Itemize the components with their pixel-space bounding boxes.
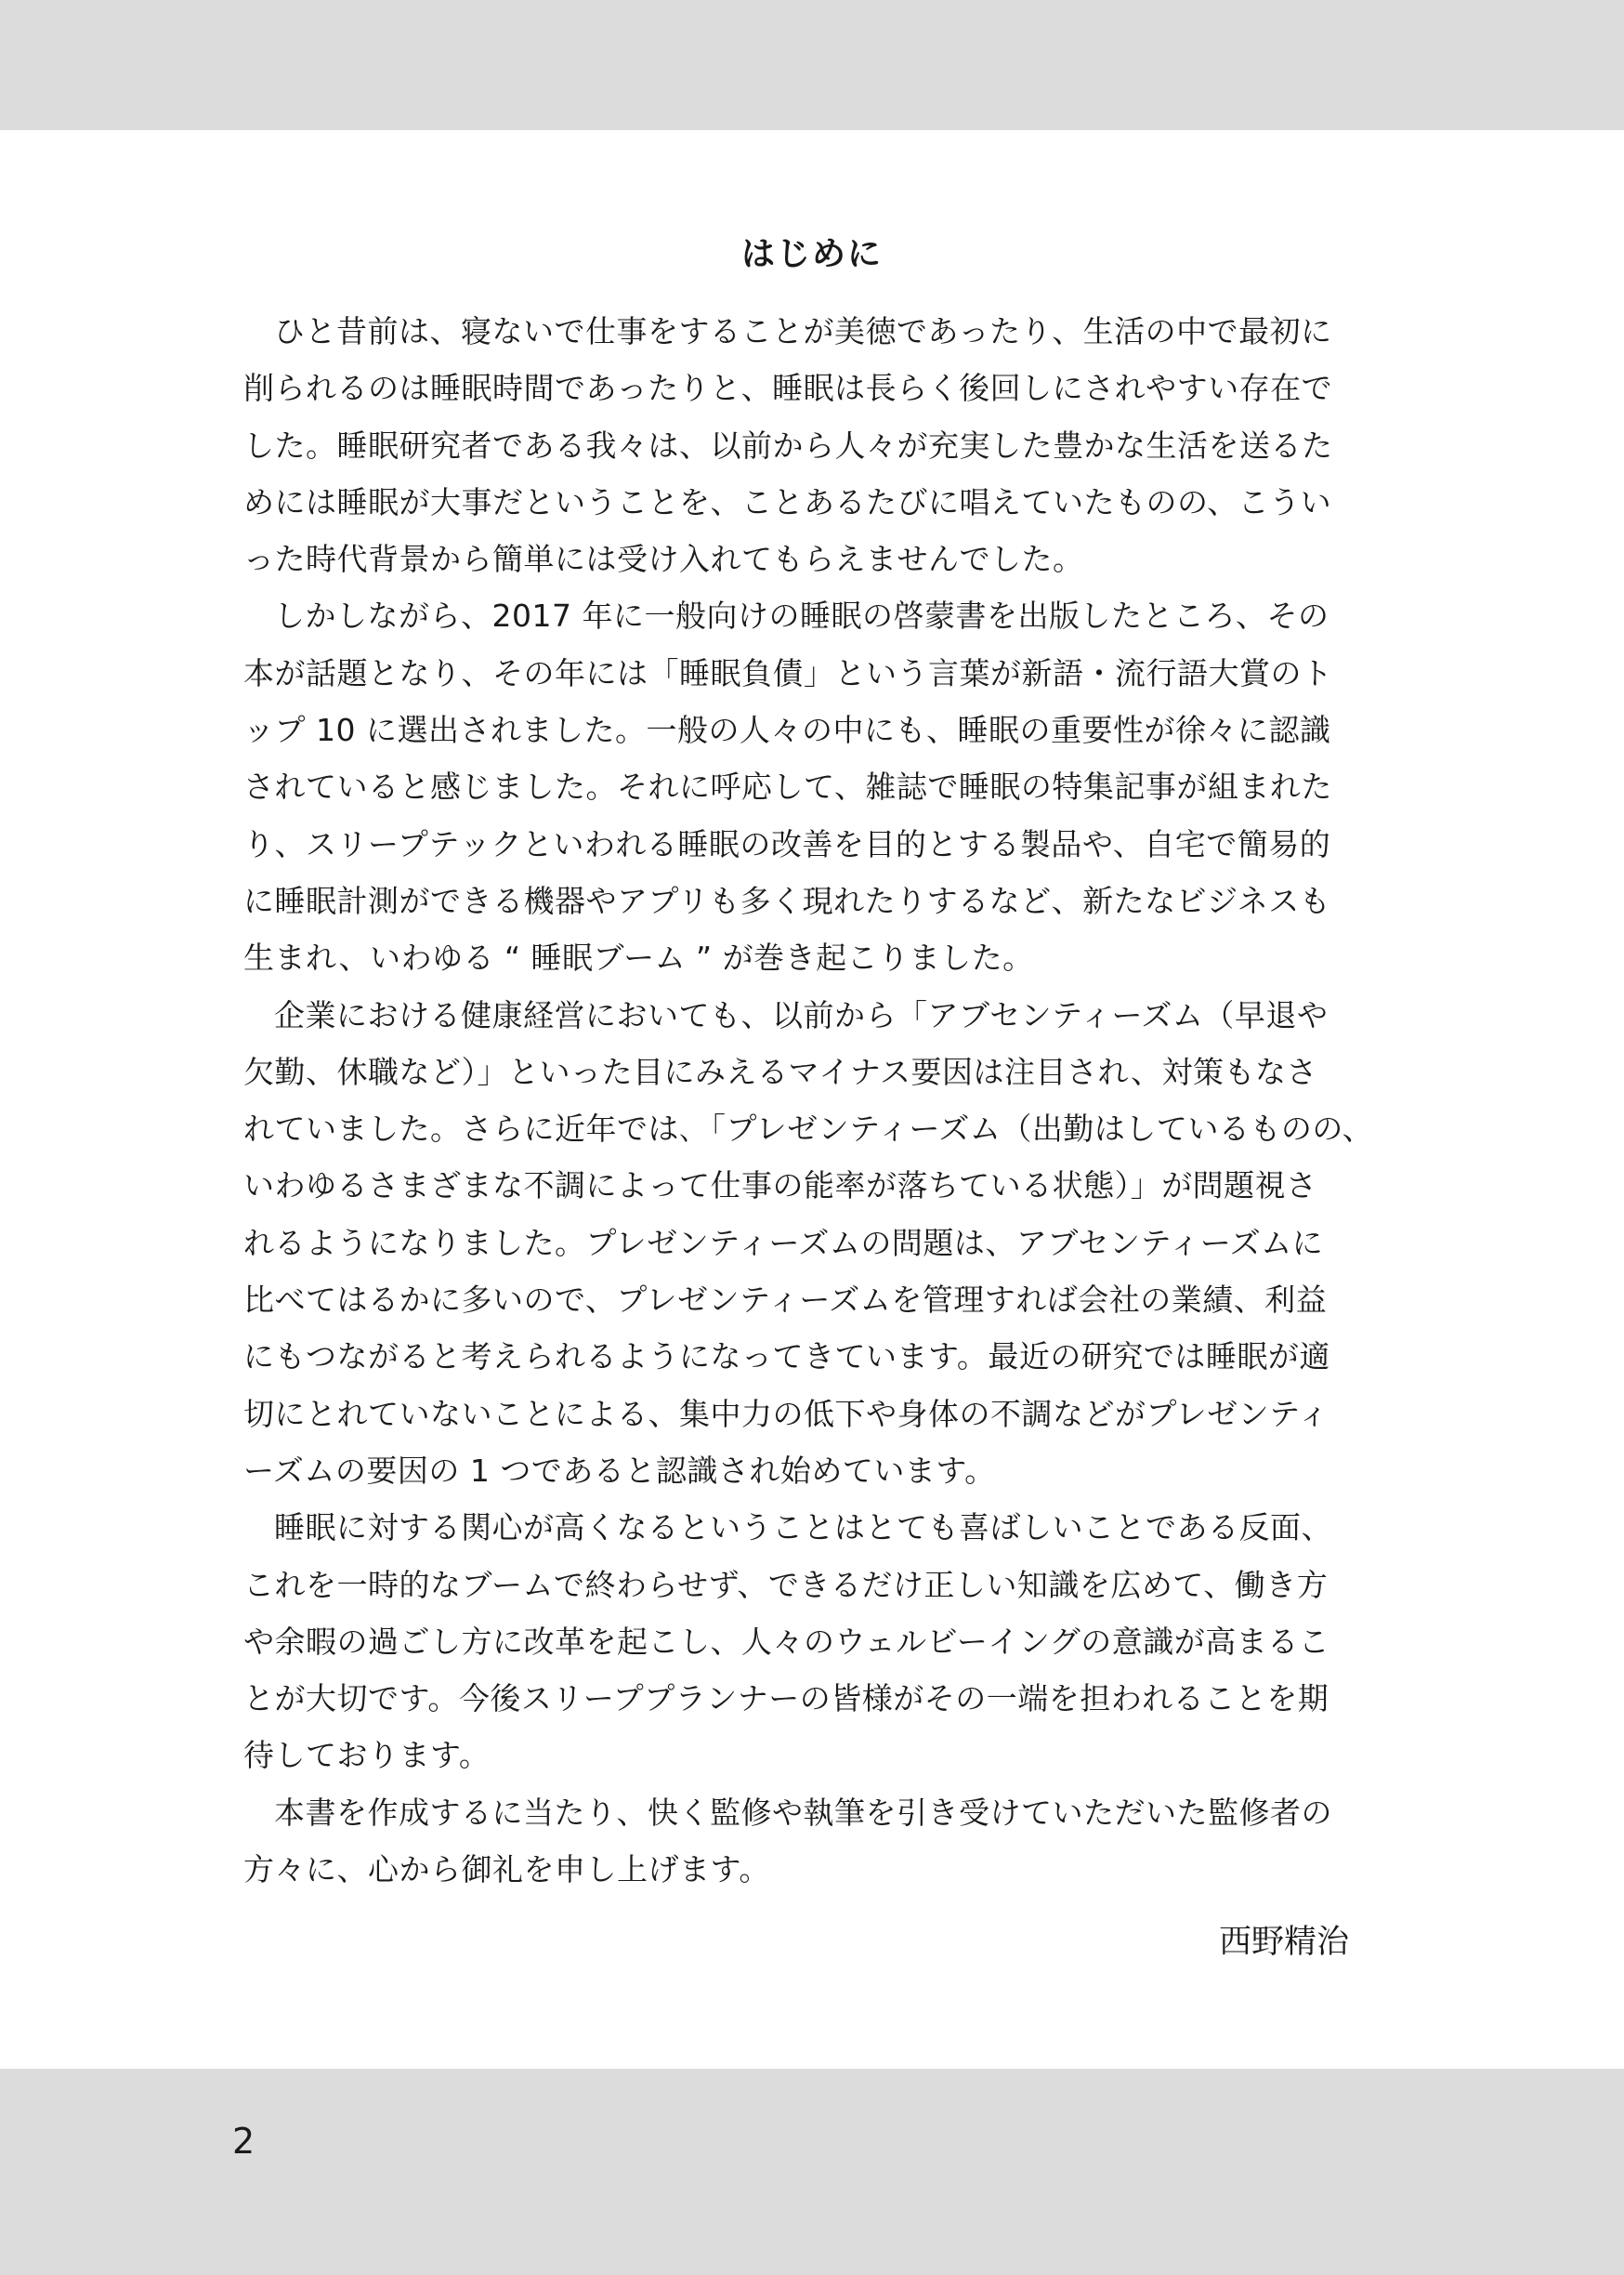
text-line: り、スリープテックといわれる睡眠の改善を目的とする製品や、自宅で簡易的 xyxy=(243,825,1331,862)
text-line: 欠勤、休職など）」といった目にみえるマイナス要因は注目され、対策もなさ xyxy=(243,1053,1317,1090)
text-line: 企業における健康経営においても、以前から「アブセンティーズム（早退や xyxy=(274,996,1329,1033)
text-line: した。睡眠研究者である我々は、以前から人々が充実した豊かな生活を送るた xyxy=(243,427,1333,464)
text-line: 本が話題となり、その年には「睡眠負債」という言葉が新語・流行語大賞のト xyxy=(243,654,1333,691)
text-line: めには睡眠が大事だということを、ことあるたびに唱えていたものの、こうい xyxy=(243,483,1332,520)
text-line: しかしながら、2017 年に一般向けの睡眠の啓蒙書を出版したところ、その xyxy=(274,598,1329,635)
text-line: れるようになりました。プレゼンティーズムの問題は、アブセンティーズムに xyxy=(243,1224,1324,1261)
bottom-margin-band xyxy=(0,2069,1624,2275)
page-title: はじめに xyxy=(740,235,883,274)
text-line: いわゆるさまざまな不調によって仕事の能率が落ちている状態）」が問題視さ xyxy=(243,1167,1317,1204)
text-line: 待しております。 xyxy=(243,1737,491,1774)
text-line: に睡眠計測ができる機器やアプリも多く現れたりするなど、新たなビジネスも xyxy=(243,882,1331,919)
text-line: ひと昔前は、寝ないで仕事をすることが美徳であったり、生活の中で最初に xyxy=(274,313,1332,349)
text-line: 本書を作成するに当たり、快く監修や執筆を引き受けていただいた監修者の xyxy=(274,1794,1332,1831)
paragraph-4 xyxy=(243,1499,1358,1783)
text-line: されていると感じました。それに呼応して、雑誌で睡眠の特集記事が組まれた xyxy=(243,769,1332,806)
page-number: 2 xyxy=(232,2121,255,2162)
paragraph-1 xyxy=(243,303,1358,587)
text-line: った時代背景から簡単には受け入れてもらえませんでした。 xyxy=(243,541,1084,578)
text-line: とが大切です。今後スリーププランナーの皆様がその一端を担われることを期 xyxy=(243,1680,1329,1717)
top-margin-band xyxy=(0,0,1624,130)
author-name: 西野精治 xyxy=(1218,1924,1349,1961)
text-line: 切にとれていないことによる、集中力の低下や身体の不調などがプレゼンティ xyxy=(243,1395,1329,1432)
text-line: 睡眠に対する関心が高くなるということはとても喜ばしいことである反面、 xyxy=(274,1509,1332,1546)
text-line: れていました。さらに近年では､「プレゼンティーズム（出勤はしているものの、 xyxy=(243,1111,1374,1148)
paragraph-2 xyxy=(243,587,1358,986)
text-line: や余暇の過ごし方に改革を起こし、人々のウェルビーイングの意識が高まるこ xyxy=(243,1623,1330,1660)
text-line: これを一時的なブームで終わらせず、できるだけ正しい知識を広めて、働き方 xyxy=(243,1566,1329,1603)
text-line: 方々に、心から御礼を申し上げます。 xyxy=(243,1851,770,1888)
text-line: 生まれ、いわゆる “ 睡眠ブーム ” が巻き起こりました。 xyxy=(243,940,1034,977)
text-line: 削られるのは睡眠時間であったりと、睡眠は長らく後回しにされやすい存在で xyxy=(243,370,1333,407)
paragraph-3 xyxy=(243,987,1374,1500)
text-line: にもつながると考えられるようになってきています。最近の研究では睡眠が適 xyxy=(243,1338,1330,1375)
text-line: ーズムの要因の 1 つであると認識され始めています。 xyxy=(243,1452,996,1489)
paragraph-5 xyxy=(243,1784,1358,1899)
text-line: 比べてはるかに多いので、プレゼンティーズムを管理すれば会社の業績、利益 xyxy=(243,1282,1328,1319)
body-text xyxy=(243,303,1374,1898)
text-line: ップ 10 に選出されました。一般の人々の中にも、睡眠の重要性が徐々に認識 xyxy=(243,712,1331,749)
